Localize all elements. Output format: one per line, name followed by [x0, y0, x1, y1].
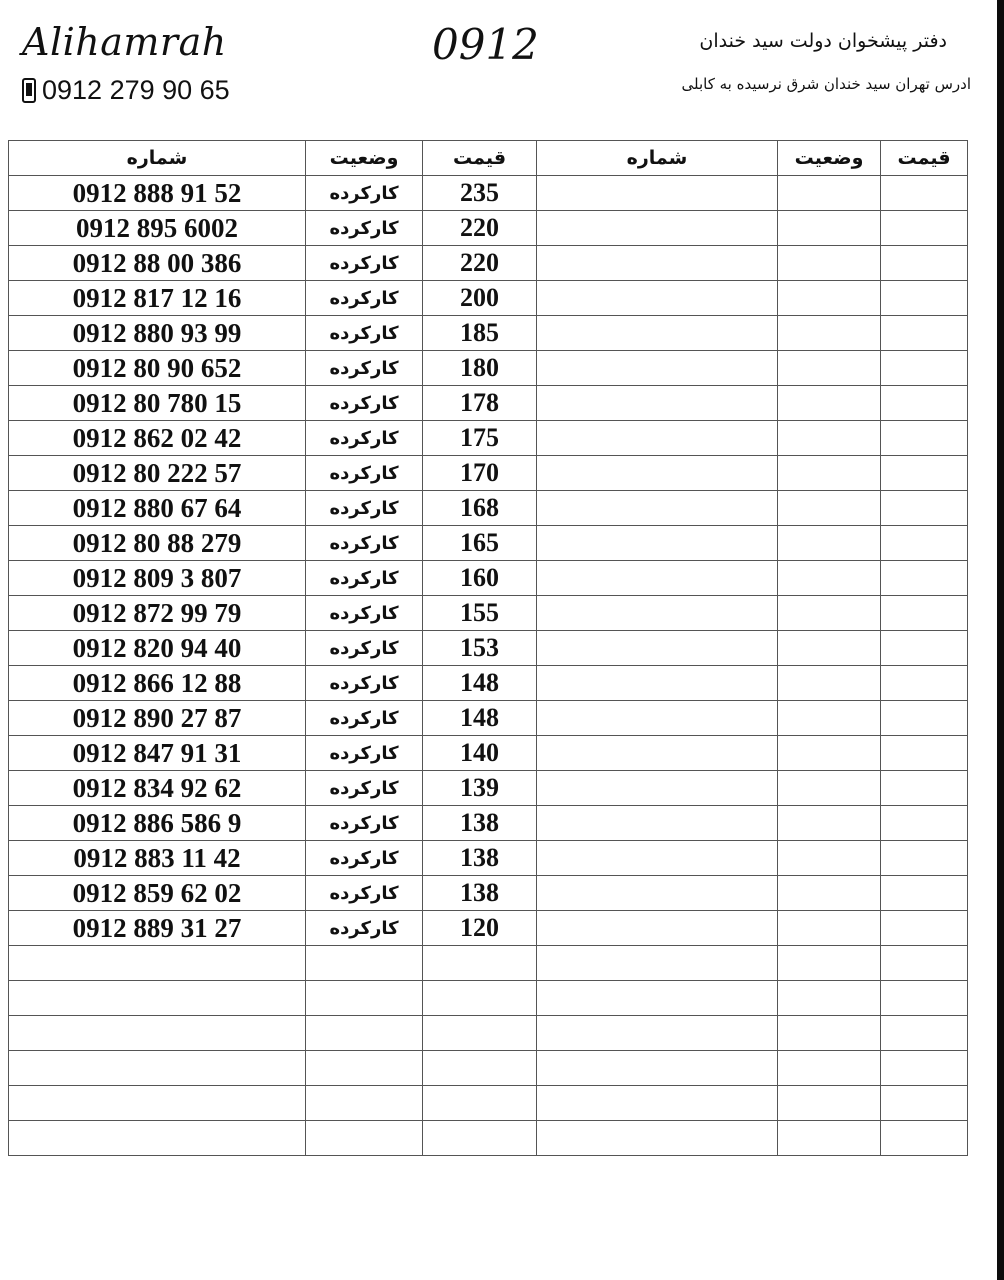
- empty-cell: [423, 1121, 537, 1156]
- status-cell: کارکرده: [306, 666, 423, 701]
- table-row: [9, 806, 968, 841]
- empty-price-cell: [881, 281, 968, 316]
- empty-cell: [9, 1016, 306, 1051]
- number-cell: 0912 880 67 64: [9, 491, 306, 526]
- empty-cell: [9, 1121, 306, 1156]
- empty-status-cell: [778, 526, 881, 561]
- empty-status-cell: [778, 1016, 881, 1051]
- empty-number-cell: [537, 176, 778, 211]
- price-cell: 220: [423, 211, 537, 246]
- empty-price-cell: [881, 701, 968, 736]
- price-cell: 153: [423, 631, 537, 666]
- empty-price-cell: [881, 946, 968, 981]
- price-cell: 148: [423, 666, 537, 701]
- table-body: [9, 176, 968, 1156]
- table-row: [9, 876, 968, 911]
- empty-cell: [423, 1086, 537, 1121]
- empty-status-cell: [778, 351, 881, 386]
- status-cell: کارکرده: [306, 841, 423, 876]
- price-cell: 140: [423, 736, 537, 771]
- empty-status-cell: [778, 456, 881, 491]
- status-cell: کارکرده: [306, 631, 423, 666]
- empty-number-cell: [537, 631, 778, 666]
- empty-status-cell: [778, 666, 881, 701]
- empty-number-cell: [537, 1016, 778, 1051]
- empty-status-cell: [778, 561, 881, 596]
- empty-status-cell: [778, 1051, 881, 1086]
- empty-status-cell: [778, 876, 881, 911]
- price-cell: 148: [423, 701, 537, 736]
- empty-status-cell: [778, 421, 881, 456]
- empty-price-cell: [881, 176, 968, 211]
- empty-price-cell: [881, 911, 968, 946]
- column-header-price: قیمت: [423, 141, 537, 176]
- empty-status-cell: [778, 1121, 881, 1156]
- empty-cell: [9, 946, 306, 981]
- table-row: [9, 246, 968, 281]
- empty-number-cell: [537, 876, 778, 911]
- empty-status-cell: [778, 771, 881, 806]
- empty-number-cell: [537, 946, 778, 981]
- empty-price-cell: [881, 806, 968, 841]
- table-row: [9, 316, 968, 351]
- price-cell: 138: [423, 806, 537, 841]
- empty-price-cell: [881, 876, 968, 911]
- numbers-table: [8, 140, 968, 1156]
- empty-number-cell: [537, 701, 778, 736]
- empty-cell: [423, 1051, 537, 1086]
- empty-cell: [306, 1086, 423, 1121]
- empty-cell: [423, 1016, 537, 1051]
- status-cell: کارکرده: [306, 526, 423, 561]
- empty-price-cell: [881, 351, 968, 386]
- number-cell: 0912 80 88 279: [9, 526, 306, 561]
- empty-price-cell: [881, 1086, 968, 1121]
- office-address: ادرس تهران سید خندان شرق نرسیده به کابلی: [681, 75, 971, 93]
- empty-price-cell: [881, 596, 968, 631]
- empty-number-cell: [537, 246, 778, 281]
- empty-number-cell: [537, 666, 778, 701]
- empty-status-cell: [778, 841, 881, 876]
- number-cell: 0912 859 62 02: [9, 876, 306, 911]
- empty-price-cell: [881, 1016, 968, 1051]
- number-cell: 0912 834 92 62: [9, 771, 306, 806]
- number-cell: 0912 847 91 31: [9, 736, 306, 771]
- status-cell: کارکرده: [306, 806, 423, 841]
- empty-status-cell: [778, 806, 881, 841]
- number-cell: 0912 895 6002: [9, 211, 306, 246]
- empty-price-cell: [881, 246, 968, 281]
- price-cell: 165: [423, 526, 537, 561]
- empty-number-cell: [537, 771, 778, 806]
- empty-price-cell: [881, 316, 968, 351]
- empty-status-cell: [778, 246, 881, 281]
- column-header-price-right: قیمت: [881, 141, 968, 176]
- empty-number-cell: [537, 281, 778, 316]
- empty-cell: [306, 1121, 423, 1156]
- number-cell: 0912 880 93 99: [9, 316, 306, 351]
- empty-price-cell: [881, 421, 968, 456]
- table-row: [9, 176, 968, 211]
- empty-price-cell: [881, 666, 968, 701]
- empty-cell: [306, 946, 423, 981]
- empty-number-cell: [537, 351, 778, 386]
- empty-cell: [9, 981, 306, 1016]
- empty-status-cell: [778, 736, 881, 771]
- number-cell: 0912 80 90 652: [9, 351, 306, 386]
- table-row: [9, 911, 968, 946]
- empty-status-cell: [778, 281, 881, 316]
- empty-price-cell: [881, 631, 968, 666]
- status-cell: کارکرده: [306, 176, 423, 211]
- empty-price-cell: [881, 456, 968, 491]
- number-cell: 0912 817 12 16: [9, 281, 306, 316]
- number-cell: 0912 88 00 386: [9, 246, 306, 281]
- office-name: دفتر پیشخوان دولت سید خندان: [699, 30, 947, 52]
- number-cell: 0912 886 586 9: [9, 806, 306, 841]
- empty-number-cell: [537, 211, 778, 246]
- empty-status-cell: [778, 631, 881, 666]
- column-header-status: وضعیت: [306, 141, 423, 176]
- empty-status-cell: [778, 176, 881, 211]
- number-cell: 0912 890 27 87: [9, 701, 306, 736]
- empty-cell: [306, 1016, 423, 1051]
- table-row: [9, 1016, 968, 1051]
- empty-number-cell: [537, 1086, 778, 1121]
- number-cell: 0912 883 11 42: [9, 841, 306, 876]
- number-cell: 0912 866 12 88: [9, 666, 306, 701]
- table-row: [9, 631, 968, 666]
- price-cell: 160: [423, 561, 537, 596]
- number-cell: 0912 80 222 57: [9, 456, 306, 491]
- empty-number-cell: [537, 596, 778, 631]
- price-cell: 178: [423, 386, 537, 421]
- number-cell: 0912 820 94 40: [9, 631, 306, 666]
- empty-status-cell: [778, 1086, 881, 1121]
- table-row: [9, 1051, 968, 1086]
- price-cell: 180: [423, 351, 537, 386]
- number-cell: 0912 862 02 42: [9, 421, 306, 456]
- empty-price-cell: [881, 526, 968, 561]
- table-row: [9, 736, 968, 771]
- table-row: [9, 561, 968, 596]
- table-row: [9, 491, 968, 526]
- empty-price-cell: [881, 736, 968, 771]
- number-cell: 0912 889 31 27: [9, 911, 306, 946]
- column-header-status-right: وضعیت: [778, 141, 881, 176]
- empty-price-cell: [881, 1121, 968, 1156]
- status-cell: کارکرده: [306, 596, 423, 631]
- empty-cell: [9, 1051, 306, 1086]
- price-cell: 170: [423, 456, 537, 491]
- empty-status-cell: [778, 211, 881, 246]
- status-cell: کارکرده: [306, 316, 423, 351]
- number-prefix-title: 0912: [432, 20, 539, 69]
- empty-number-cell: [537, 806, 778, 841]
- table-row: [9, 211, 968, 246]
- empty-price-cell: [881, 386, 968, 421]
- table-row: [9, 421, 968, 456]
- status-cell: کارکرده: [306, 876, 423, 911]
- table-row: [9, 1086, 968, 1121]
- empty-number-cell: [537, 736, 778, 771]
- empty-number-cell: [537, 981, 778, 1016]
- status-cell: کارکرده: [306, 491, 423, 526]
- number-cell: 0912 80 780 15: [9, 386, 306, 421]
- empty-number-cell: [537, 841, 778, 876]
- status-cell: کارکرده: [306, 456, 423, 491]
- column-header-number-right: شماره: [537, 141, 778, 176]
- empty-status-cell: [778, 386, 881, 421]
- contact-phone-number: 0912 279 90 65: [42, 74, 230, 105]
- table-row: [9, 701, 968, 736]
- table-row: [9, 526, 968, 561]
- empty-cell: [9, 1086, 306, 1121]
- empty-number-cell: [537, 1051, 778, 1086]
- price-cell: 235: [423, 176, 537, 211]
- status-cell: کارکرده: [306, 421, 423, 456]
- price-cell: 120: [423, 911, 537, 946]
- empty-cell: [306, 981, 423, 1016]
- price-cell: 168: [423, 491, 537, 526]
- empty-status-cell: [778, 316, 881, 351]
- empty-status-cell: [778, 911, 881, 946]
- brand-name: Alihamrah: [22, 20, 227, 64]
- table-row: [9, 596, 968, 631]
- empty-status-cell: [778, 701, 881, 736]
- price-cell: 138: [423, 841, 537, 876]
- table-row: [9, 456, 968, 491]
- empty-price-cell: [881, 841, 968, 876]
- status-cell: کارکرده: [306, 351, 423, 386]
- status-cell: کارکرده: [306, 771, 423, 806]
- empty-price-cell: [881, 561, 968, 596]
- status-cell: کارکرده: [306, 281, 423, 316]
- empty-number-cell: [537, 526, 778, 561]
- number-cell: 0912 888 91 52: [9, 176, 306, 211]
- empty-cell: [423, 981, 537, 1016]
- price-cell: 200: [423, 281, 537, 316]
- empty-number-cell: [537, 316, 778, 351]
- empty-status-cell: [778, 596, 881, 631]
- table-row: [9, 666, 968, 701]
- price-cell: 220: [423, 246, 537, 281]
- status-cell: کارکرده: [306, 246, 423, 281]
- status-cell: کارکرده: [306, 701, 423, 736]
- price-cell: 155: [423, 596, 537, 631]
- column-header-number: شماره: [9, 141, 306, 176]
- empty-status-cell: [778, 946, 881, 981]
- price-cell: 185: [423, 316, 537, 351]
- empty-number-cell: [537, 456, 778, 491]
- table-row: [9, 981, 968, 1016]
- table-row: [9, 351, 968, 386]
- empty-cell: [306, 1051, 423, 1086]
- empty-price-cell: [881, 491, 968, 526]
- table-row: [9, 841, 968, 876]
- empty-price-cell: [881, 211, 968, 246]
- price-cell: 138: [423, 876, 537, 911]
- empty-number-cell: [537, 561, 778, 596]
- status-cell: کارکرده: [306, 911, 423, 946]
- empty-cell: [423, 946, 537, 981]
- table-row: [9, 946, 968, 981]
- status-cell: کارکرده: [306, 561, 423, 596]
- empty-number-cell: [537, 1121, 778, 1156]
- empty-number-cell: [537, 421, 778, 456]
- status-cell: کارکرده: [306, 736, 423, 771]
- empty-status-cell: [778, 491, 881, 526]
- table-row: [9, 386, 968, 421]
- table-row: [9, 771, 968, 806]
- mobile-phone-icon: [22, 78, 36, 103]
- empty-price-cell: [881, 771, 968, 806]
- contact-phone: [22, 72, 230, 108]
- empty-status-cell: [778, 981, 881, 1016]
- empty-number-cell: [537, 386, 778, 421]
- table-header-row: [9, 141, 968, 176]
- empty-number-cell: [537, 911, 778, 946]
- table-row: [9, 281, 968, 316]
- number-cell: 0912 872 99 79: [9, 596, 306, 631]
- number-cell: 0912 809 3 807: [9, 561, 306, 596]
- status-cell: کارکرده: [306, 211, 423, 246]
- price-cell: 139: [423, 771, 537, 806]
- table-row: [9, 1121, 968, 1156]
- status-cell: کارکرده: [306, 386, 423, 421]
- price-cell: 175: [423, 421, 537, 456]
- empty-price-cell: [881, 981, 968, 1016]
- empty-number-cell: [537, 491, 778, 526]
- empty-price-cell: [881, 1051, 968, 1086]
